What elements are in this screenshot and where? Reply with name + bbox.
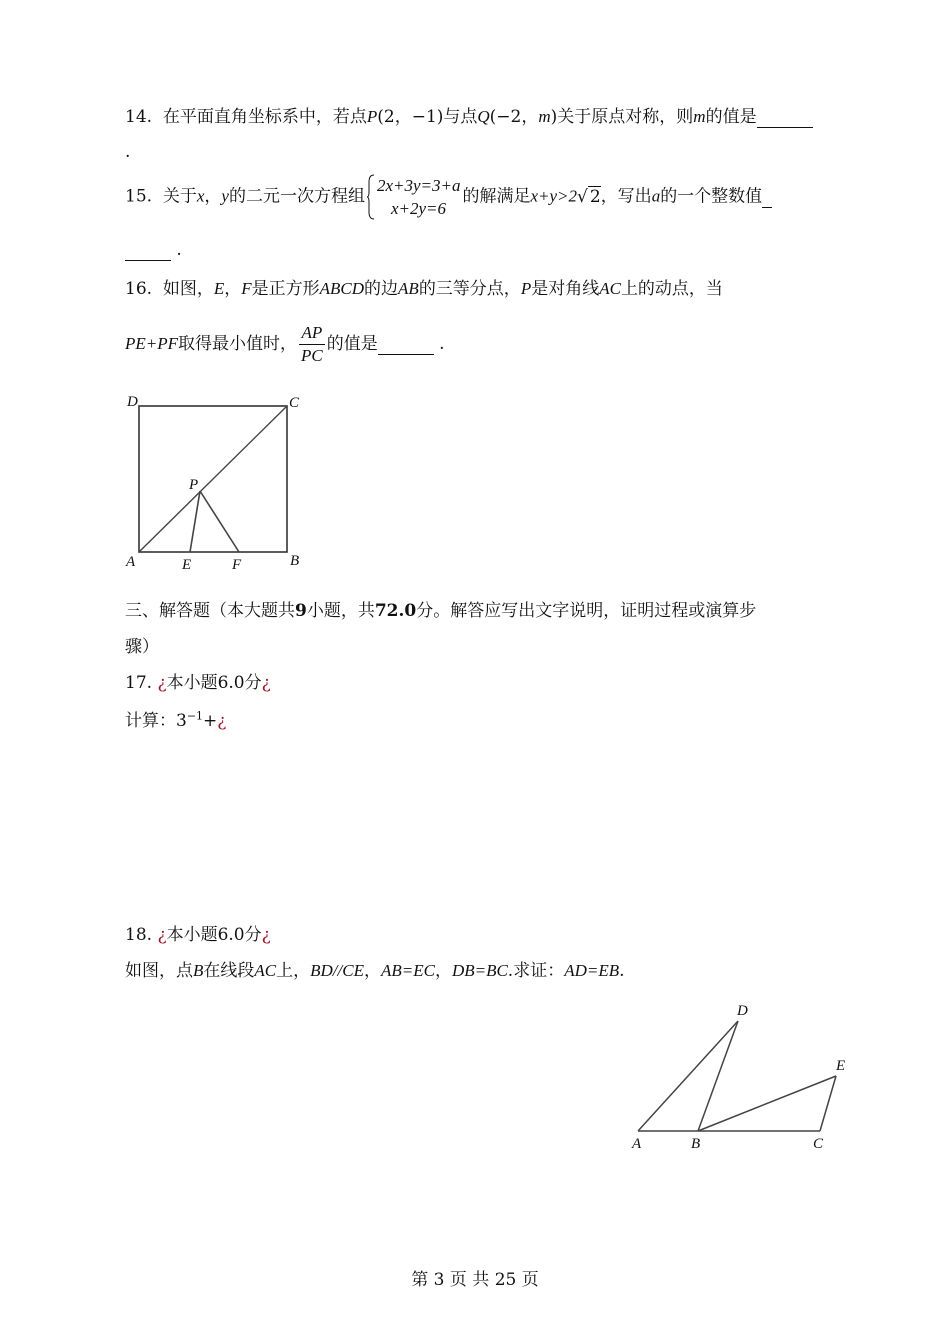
q15-text-e: 的一个整数值 [660, 186, 763, 207]
q16-number: 16. [125, 279, 153, 299]
q15-sqrt: √ 2 [577, 186, 601, 207]
q18-header [125, 920, 271, 945]
q18-text-d: .求证： [507, 961, 565, 981]
q18-mark-close: ¿ [261, 925, 271, 945]
q14-text-a: 在平面直角坐标系中，若点 [162, 107, 367, 127]
q18-condition-2: AB=EC [380, 961, 435, 980]
q14-answer-blank [757, 107, 813, 128]
fig16-label-b: B [290, 553, 300, 569]
q18-body [125, 956, 625, 981]
q16-text-b: 是正方形 [251, 279, 320, 299]
fig16-label-d: D [127, 394, 138, 410]
q18-text-b: 在线段 [203, 961, 255, 981]
fig16-label-e: E [182, 557, 192, 573]
segment-ce [820, 1076, 836, 1131]
fig16-label-p: P [189, 477, 199, 493]
q16-square-figure [120, 390, 310, 575]
q16-text-f: 上的动点，当 [620, 279, 723, 299]
q18-text-a: 如图，点 [125, 961, 193, 981]
q18-triangle-figure [625, 998, 860, 1158]
q15-sqrt-value: 2 [589, 186, 601, 207]
q16-text-d: 的三等分点， [418, 279, 521, 299]
q17-mark-open: ¿ [157, 673, 167, 693]
q15-text-b: 的二元一次方程组 [228, 186, 365, 207]
q17-mark-end: ¿ [217, 711, 227, 731]
q16-point-e: E [213, 279, 225, 298]
q15-var-x: x [196, 186, 205, 206]
q18-number: 18. [125, 925, 153, 945]
q15-line1 [125, 174, 772, 220]
q18-condition-3: DB=BC [451, 961, 508, 980]
q18-sep2: ， [434, 961, 452, 981]
q14-line2 [125, 142, 130, 162]
q18-end: . [619, 961, 625, 981]
fig18-label-d: D [737, 1003, 748, 1019]
q14-coord-q-a: (−2， [489, 107, 539, 127]
q17-plus: + [203, 711, 218, 731]
q15-equation-2: x+2y=6 [390, 199, 446, 218]
q17-exponent: −1 [186, 709, 204, 723]
q18-text-c: 上， [276, 961, 311, 981]
q16-square-name: ABCD [319, 279, 365, 298]
q16-expression: PE+PF [125, 334, 179, 353]
q16-line2 [125, 322, 445, 367]
q14-point-q: Q [477, 107, 490, 126]
section3-score: 72.0 [374, 601, 417, 621]
q14-text-c: 关于原点对称，则 [557, 107, 694, 127]
fig16-label-f: F [232, 557, 242, 573]
q16-answer-blank [378, 334, 434, 355]
q15-text-a: 关于 [162, 186, 197, 207]
q14-coord-q-b: ) [550, 107, 558, 127]
q15-var-a: a [651, 186, 661, 206]
q16-text-g: 取得最小值时， [178, 334, 298, 354]
q16-text-e: 是对角线 [531, 279, 600, 299]
q17-base: 3 [176, 711, 187, 731]
section3-text-c: 分。解答应写出文字说明，证明过程或演算步 [416, 601, 757, 621]
q15-var-y: y [221, 186, 229, 206]
section3-text-b: 小题，共 [306, 601, 375, 621]
section3-line2 [125, 632, 159, 657]
q15-comma: ， [204, 186, 222, 207]
segment-ad [638, 1021, 738, 1131]
section3-text-a: 三、解答题（本大题共 [125, 601, 295, 621]
q14-period: . [125, 142, 131, 162]
page-footer: 第 3 页 共 25 页 [411, 1270, 539, 1290]
q16-text-a: 如图， [162, 279, 214, 299]
fig18-label-a: A [632, 1136, 642, 1152]
q17-number: 17. [125, 673, 153, 693]
segment-be [698, 1076, 836, 1131]
q14-coord-p: (2，−1) [377, 107, 444, 127]
q16-fraction [299, 322, 325, 367]
q15-answer-blank-a [762, 187, 772, 208]
q16-text-c: 的边 [364, 279, 399, 299]
q16-point-p: P [520, 279, 532, 298]
q14-number: 14. [125, 107, 153, 127]
q16-sep: ， [224, 279, 242, 299]
brace-icon [367, 174, 375, 220]
q17-calc-label: 计算： [125, 711, 176, 731]
q18-sep1: ， [363, 961, 381, 981]
q14-point-p: P [366, 107, 378, 126]
q15-period: . [176, 240, 182, 260]
fig18-label-e: E [836, 1058, 846, 1074]
q17-mark-close: ¿ [261, 673, 271, 693]
q15-text-c: 的解满足 [462, 186, 531, 207]
fig18-label-c: C [813, 1136, 824, 1152]
q16-period: . [439, 334, 445, 354]
fig16-label-c: C [289, 395, 300, 411]
q15-answer-blank-b [125, 240, 171, 261]
q15-equation-1: 2x+3y=3+a [376, 176, 461, 195]
section3-line1 [125, 596, 756, 621]
q15-text-d: ，写出 [600, 186, 652, 207]
q14-line1 [125, 102, 813, 128]
q15-inequality: x+y>2 [530, 186, 578, 206]
q18-point-b: B [193, 961, 204, 980]
q15-line2 [125, 240, 182, 261]
q18-goal: AD=EB [564, 961, 620, 980]
diagonal-ac [139, 406, 287, 552]
segment-pf [200, 491, 239, 552]
q14-var-m2: m [693, 107, 706, 126]
q18-segment-ac: AC [254, 961, 277, 980]
q16-line1 [125, 274, 723, 299]
q16-diagonal-ac: AC [599, 279, 621, 298]
q17-title: 本小题6.0分 [166, 673, 262, 693]
fig16-label-a: A [126, 554, 136, 570]
segment-bd [698, 1021, 738, 1131]
q16-frac-numerator: AP [299, 322, 325, 345]
q14-text-b: 与点 [443, 107, 478, 127]
q16-text-h: 的值是 [326, 334, 378, 354]
q18-condition-1: BD//CE [310, 961, 364, 980]
q14-var-m: m [538, 107, 551, 126]
q17-header [125, 668, 271, 693]
section3-text-d: 骤） [125, 637, 159, 657]
q18-title: 本小题6.0分 [166, 925, 262, 945]
q16-side-ab: AB [398, 279, 419, 298]
section3-count: 9 [295, 601, 307, 621]
fig18-label-b: B [691, 1136, 701, 1152]
q17-body [125, 706, 226, 731]
q16-frac-denominator: PC [301, 346, 323, 365]
q16-point-f: F [241, 279, 252, 298]
q14-text-d: 的值是 [705, 107, 757, 127]
q15-number: 15. [125, 186, 153, 207]
q18-mark-open: ¿ [157, 925, 167, 945]
q15-equation-system [367, 174, 461, 220]
